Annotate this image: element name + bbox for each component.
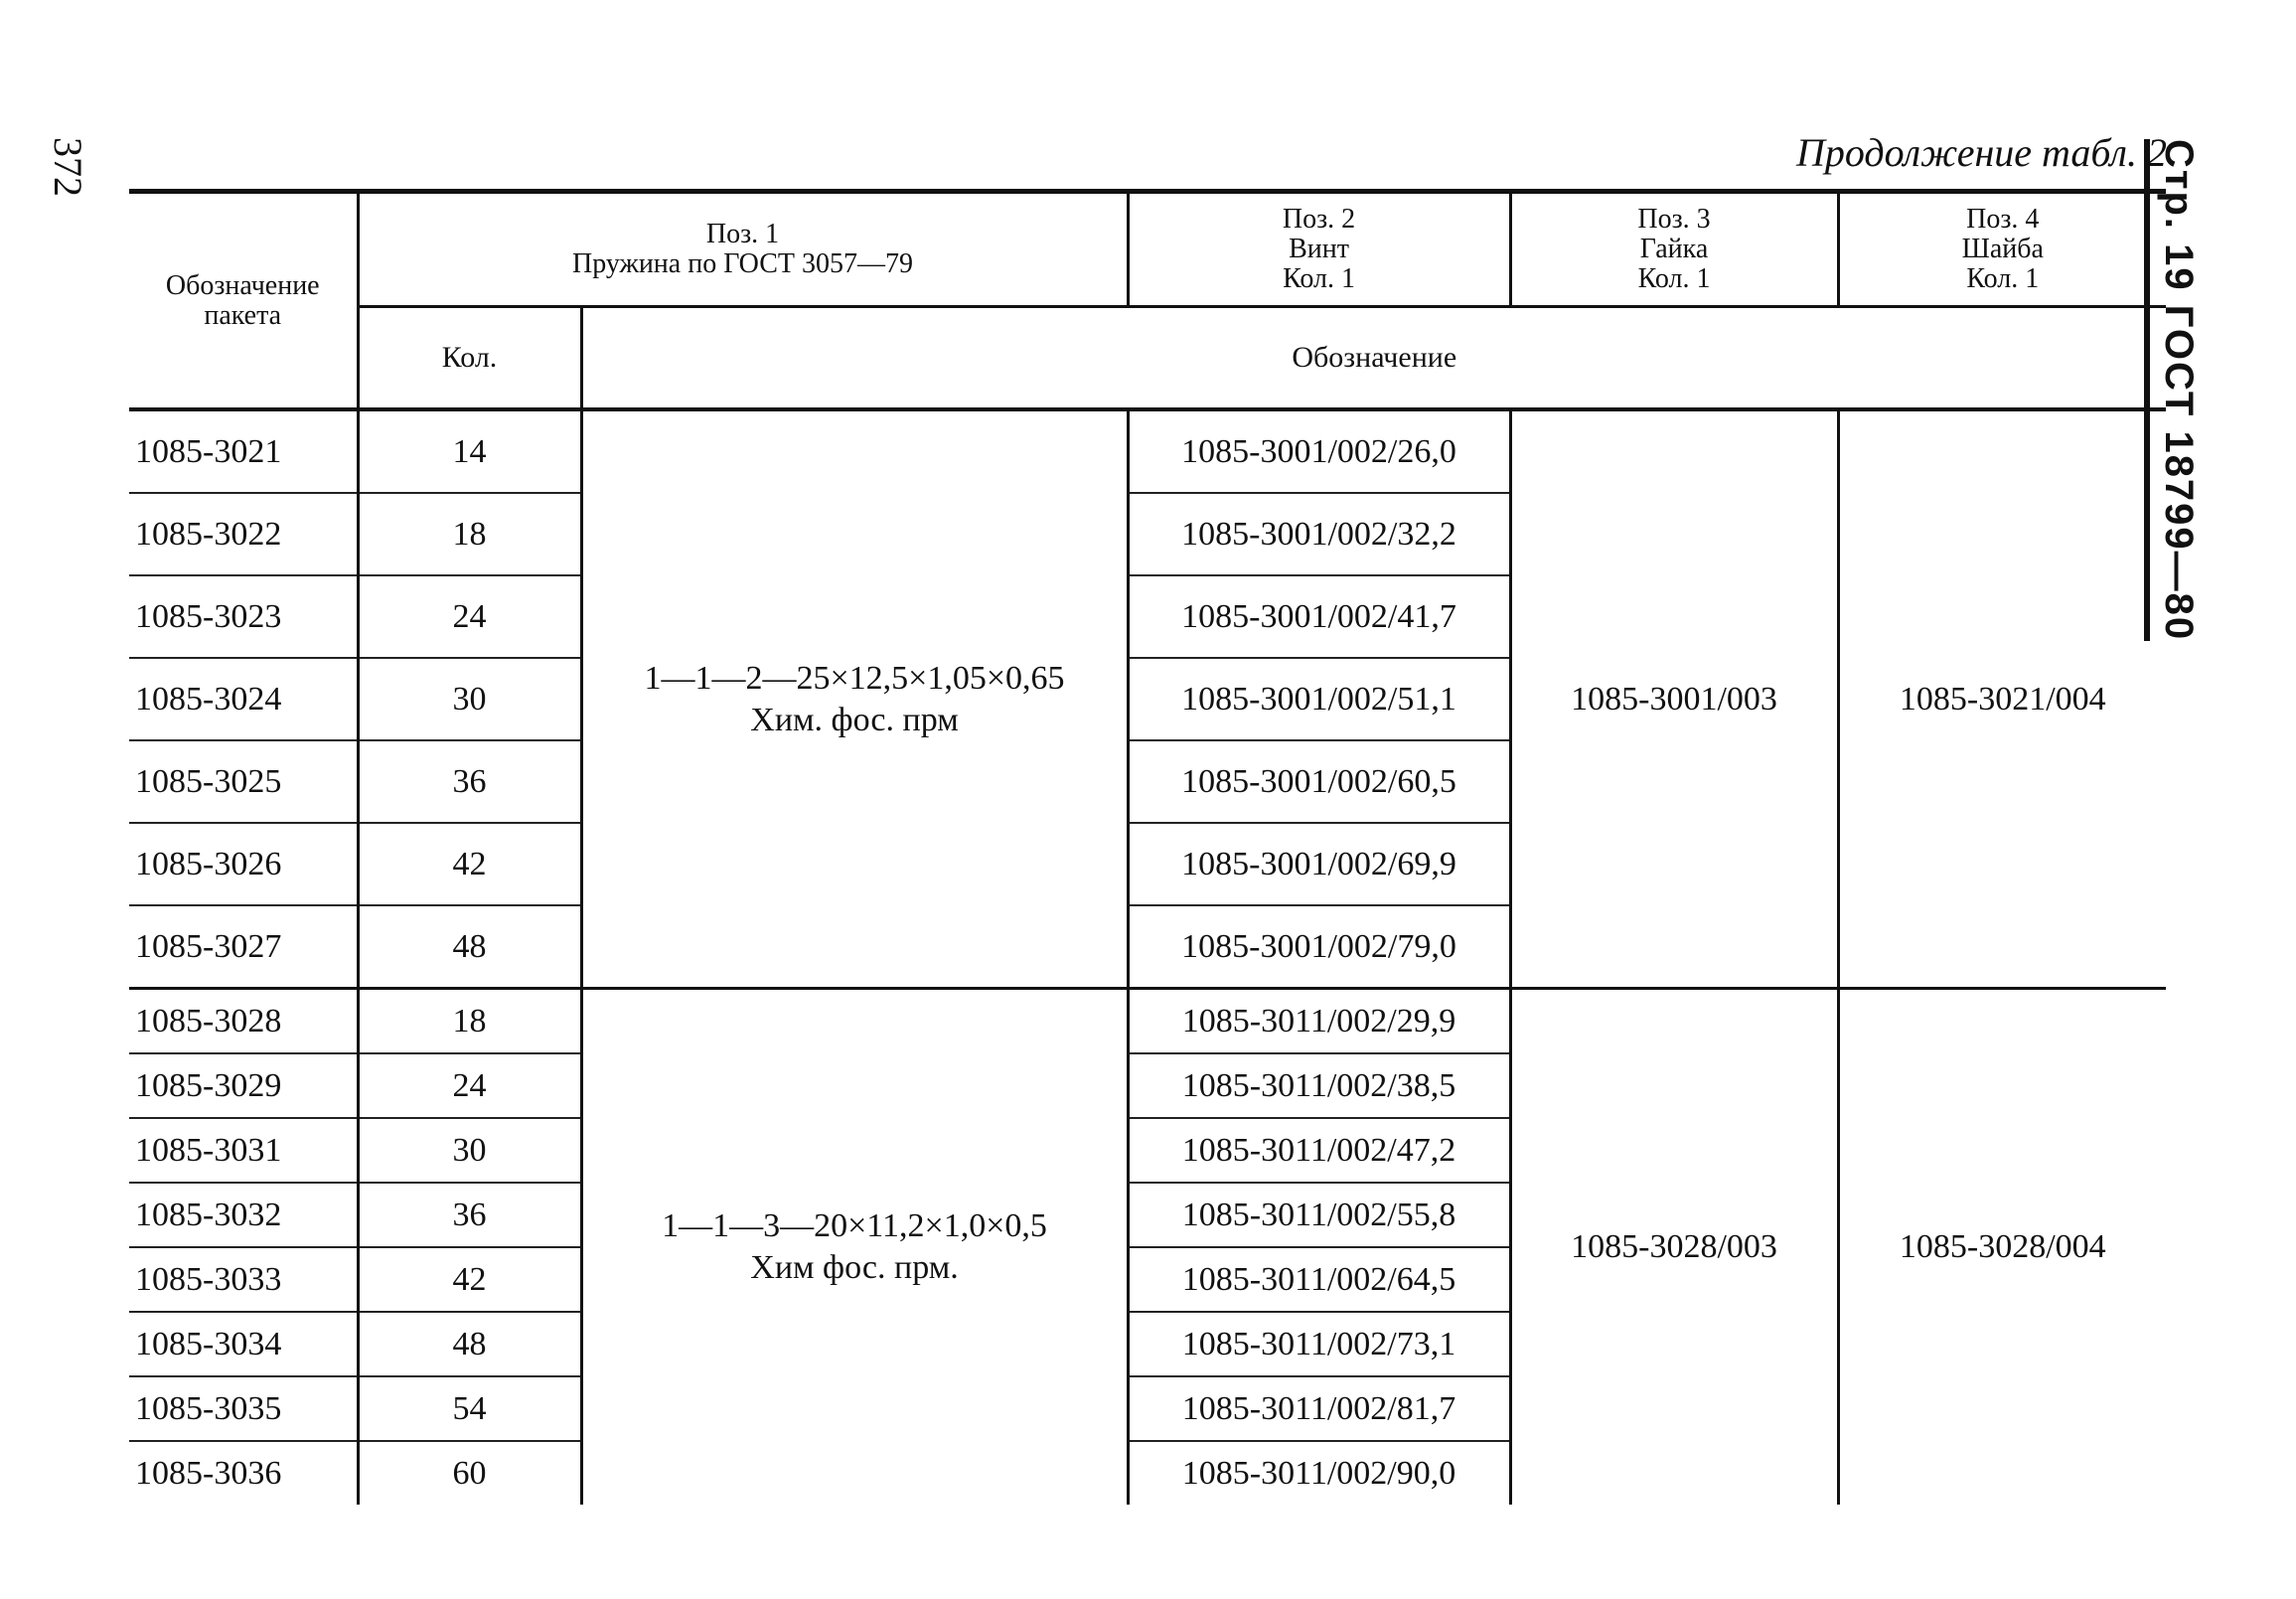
header-pos2-label: Поз. 2 Винт Кол. 1 [1282, 204, 1356, 294]
cell-qty: 42 [358, 1247, 581, 1312]
cell-package: 1085-3025 [129, 740, 358, 823]
cell-nut: 1085-3001/003 [1510, 409, 1838, 989]
cell-spring: 1—1—2—25×12,5×1,05×0,65 Хим. фос. прм [581, 409, 1128, 989]
cell-screw: 1085-3001/002/79,0 [1128, 905, 1510, 989]
cell-package: 1085-3022 [129, 493, 358, 575]
header-pos3 [1510, 192, 1838, 307]
cell-qty: 54 [358, 1376, 581, 1441]
header-qty: Кол. [358, 307, 581, 410]
cell-package: 1085-3028 [129, 989, 358, 1054]
cell-screw: 1085-3011/002/81,7 [1128, 1376, 1510, 1441]
table-row [129, 989, 2166, 1054]
cell-screw: 1085-3001/002/51,1 [1128, 658, 1510, 740]
cell-screw: 1085-3011/002/64,5 [1128, 1247, 1510, 1312]
header-package-label: Обозначение пакета [165, 269, 320, 331]
cell-qty: 36 [358, 1183, 581, 1247]
header-pos4-label: Поз. 4 Шайба Кол. 1 [1961, 204, 2044, 294]
cell-package: 1085-3027 [135, 927, 282, 965]
cell-package: 1085-3031 [129, 1118, 358, 1183]
cell-screw: 1085-3011/002/47,2 [1128, 1118, 1510, 1183]
cell-qty: 48 [358, 905, 581, 989]
header-pos2 [1128, 192, 1510, 307]
page-number: 372 [46, 137, 90, 197]
cell-nut: 1085-3028/003 [1510, 989, 1838, 1506]
cell-package: 1085-3033 [129, 1247, 358, 1312]
cell-package: 1085-3029 [129, 1053, 358, 1118]
cell-screw: 1085-3011/002/29,9 [1128, 989, 1510, 1054]
cell-qty: 60 [358, 1441, 581, 1505]
cell-package: 1085-3026 [129, 823, 358, 905]
cell-package: 1085-3032 [129, 1183, 358, 1247]
cell-washer: 1085-3028/004 [1838, 989, 2166, 1506]
cell-qty: 30 [358, 658, 581, 740]
cell-package: 1085-3034 [129, 1312, 358, 1376]
cell-package: 1085-3023 [129, 575, 358, 658]
cell-screw: 1085-3011/002/73,1 [1128, 1312, 1510, 1376]
cell-package: 1085-3036 [135, 1454, 282, 1492]
cell-qty: 14 [358, 409, 581, 493]
table-continuation-caption: Продолжение табл. 2 [1795, 130, 2167, 175]
cell-screw: 1085-3011/002/38,5 [1128, 1053, 1510, 1118]
cell-package: 1085-3024 [129, 658, 358, 740]
cell-qty: 36 [358, 740, 581, 823]
cell-screw: 1085-3001/002/41,7 [1128, 575, 1510, 658]
cell-qty: 18 [358, 493, 581, 575]
cell-package: 1085-3035 [129, 1376, 358, 1441]
cell-qty: 42 [358, 823, 581, 905]
cell-screw: 1085-3001/002/32,2 [1128, 493, 1510, 575]
cell-screw: 1085-3011/002/90,0 [1128, 1441, 1510, 1505]
cell-spring: 1—1—3—20×11,2×1,0×0,5 Хим фос. прм. [581, 989, 1128, 1506]
header-designation: Обозначение [581, 307, 2166, 410]
header-pos3-label: Поз. 3 Гайка Кол. 1 [1637, 204, 1711, 294]
cell-washer: 1085-3021/004 [1838, 409, 2166, 989]
table-row [129, 409, 2166, 493]
cell-screw: 1085-3001/002/69,9 [1128, 823, 1510, 905]
header-pos4 [1838, 192, 2166, 307]
cell-qty: 24 [358, 575, 581, 658]
cell-screw: 1085-3001/002/26,0 [1128, 409, 1510, 493]
cell-screw: 1085-3011/002/55,8 [1128, 1183, 1510, 1247]
cell-screw: 1085-3001/002/60,5 [1128, 740, 1510, 823]
header-pos1-label: Поз. 1 Пружина по ГОСТ 3057—79 [571, 219, 914, 279]
header-package [129, 192, 358, 410]
cell-qty: 24 [358, 1053, 581, 1118]
header-pos1 [358, 192, 1128, 307]
parts-table [129, 189, 2166, 1505]
cell-package: 1085-3021 [129, 409, 358, 493]
cell-qty: 30 [358, 1118, 581, 1183]
cell-qty: 18 [358, 989, 581, 1054]
running-header: Стр. 19 ГОСТ 18799—80 [2144, 139, 2201, 641]
cell-qty: 48 [358, 1312, 581, 1376]
table-body [129, 409, 2166, 1505]
